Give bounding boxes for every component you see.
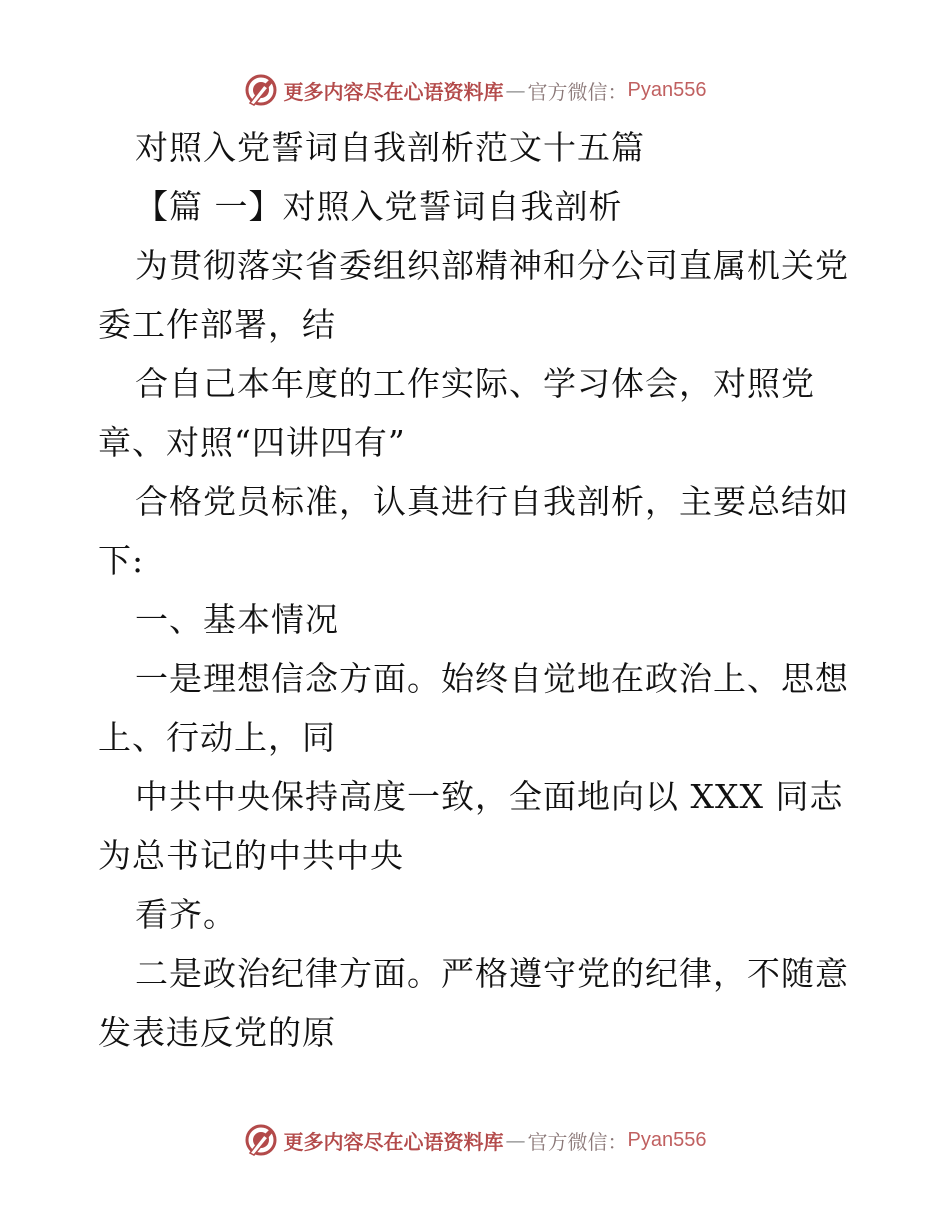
subsection-heading: 一、基本情况 (135, 600, 339, 639)
paragraph-line: 合格党员标准，认真进行自我剖析，主要总结如 (135, 482, 849, 521)
paragraph-line: 委工作部署，结 (98, 305, 336, 344)
paragraph-line: 看齐。 (135, 895, 237, 934)
banner-wechat-label: 官方微信： (527, 1129, 628, 1154)
banner-wechat-label: 官方微信： (527, 79, 628, 104)
paragraph-line: 一是理想信念方面。始终自觉地在政治上、思想 (135, 659, 849, 698)
paragraph-line: 中共中央保持高度一致，全面地向以 XXX 同志 (135, 777, 844, 816)
banner-dash: — (505, 1128, 526, 1152)
document-body (98, 118, 858, 1062)
paragraph-line: 发表违反党的原 (98, 1013, 336, 1052)
paragraph-line: 为总书记的中共中央 (98, 836, 404, 875)
header-watermark-banner (0, 70, 950, 110)
banner-wechat-id: Pyan556 (627, 78, 707, 101)
banner-wechat-id: Pyan556 (627, 1128, 707, 1151)
paragraph-line: 上、行动上，同 (98, 718, 336, 757)
pen-logo-icon (244, 73, 278, 107)
pen-logo-icon (244, 1123, 278, 1157)
paragraph-line: 章、对照“四讲四有” (98, 423, 406, 462)
paragraph-line: 下: (98, 541, 145, 580)
section-heading: 【篇 一】对照入党誓词自我剖析 (135, 187, 623, 226)
paragraph-line: 合自己本年度的工作实际、学习体会，对照党 (135, 364, 815, 403)
footer-watermark-banner (0, 1120, 950, 1160)
paragraph-line: 为贯彻落实省委组织部精神和分公司直属机关党 (135, 246, 849, 285)
banner-dash: — (505, 78, 526, 102)
banner-text: 更多内容尽在心语资料库 (283, 1129, 504, 1154)
document-title: 对照入党誓词自我剖析范文十五篇 (135, 128, 645, 167)
paragraph-line: 二是政治纪律方面。严格遵守党的纪律，不随意 (135, 954, 849, 993)
banner-text: 更多内容尽在心语资料库 (283, 79, 504, 104)
